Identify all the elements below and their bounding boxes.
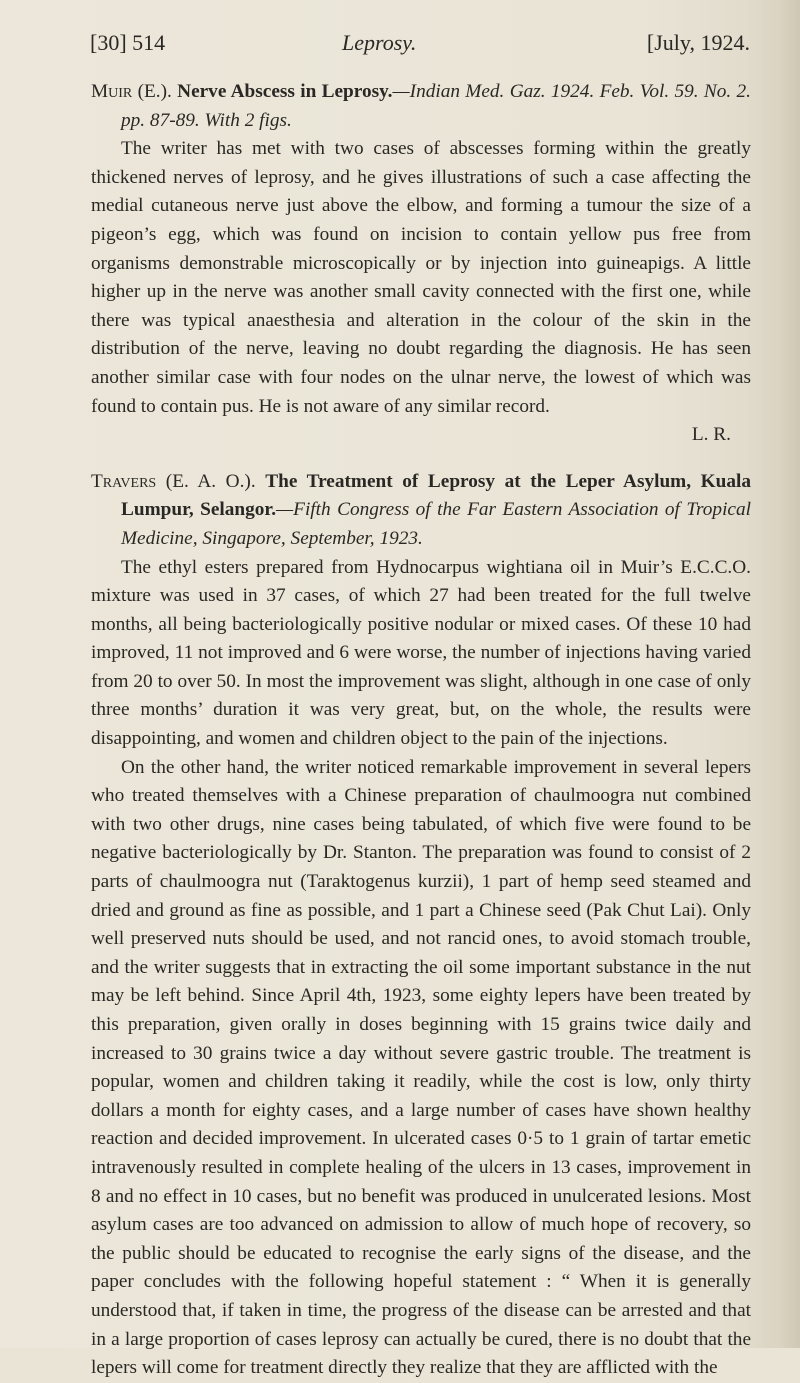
entry-spacer [91, 450, 751, 468]
reviewer-initials: L. R. [691, 424, 731, 446]
abstract-entry-muir [91, 78, 751, 450]
entry-title: The Treatment of Leprosy at the Leper Asylum, Kuala Lumpur, Selangor. [121, 470, 751, 521]
entry-title: Nerve Abscess in Leprosy. [177, 81, 393, 102]
entry-heading [91, 78, 751, 135]
abstract-entry-travers [91, 468, 751, 1383]
entry-paragraph: The ethyl esters prepared from Hydnocarpus wightiana oil in Muir’s E.C.C.O. mixture was used in 37 cases, of which 27 had been treated for the full twelve months, all being bacteriologically positive nodular or mixed cases. Of these 10 had improved, 11 not improved and 6 were worse, the number of injections having varied from 20 to over 50. In most the improvement was slight, although in one case of only three months’ duration it was very great, but, on the whole, the results were disappointing, and women and children object to the pain of the injections. [91, 556, 751, 750]
entry-citation: —Fifth Congress of the Far Eastern Association of Tropical Medicine, Singapore, September, 1923. [121, 499, 751, 549]
entry-author: Travers (E. A. O.). [91, 470, 256, 492]
article-body [91, 78, 751, 1383]
page-number: [30] 514 [90, 30, 166, 55]
entry-heading [91, 468, 751, 554]
page-edge-shadow [758, 0, 800, 1348]
issue-date: [July, 1924. [646, 30, 750, 55]
running-title: Leprosy. [342, 30, 417, 55]
entry-author: Muir (E.). [91, 81, 172, 102]
entry-paragraph: The writer has met with two cases of abscesses forming within the greatly thickened nerves of leprosy, and he gives illustrations of such a case affecting the medial cutaneous nerve just above the elbow, and forming a tumour the size of a pigeon’s egg, which was found on incision to contain yellow pus free from organisms demonstrable microscopically or by injection into guineapigs. A little higher up in the nerve was another small cavity connected with the first one, while there was typical anaesthesia and alteration in the colour of the skin in the distribution of the nerve, leaving no doubt regarding the diagnosis. He has seen another similar case with four nodes on the ulnar nerve, the lowest of which was found to contain pus. He is not aware of any similar record. [91, 138, 751, 417]
entry-paragraph: On the other hand, the writer noticed remarkable improvement in several lepers who treated themselves with a Chinese preparation of chaulmoogra nut combined with two other drugs, nine cases being tabulated, of which five were found to be negative bacteriologically by Dr. Stanton. The preparation was found to consist of 2 parts of chaulmoogra nut (Taraktogenus kurzii), 1 part of hemp seed steamed and dried and ground as fine as possible, and 1 part a Chinese seed (Pak Chut Lai). Only well preserved nuts should be used, and not rancid ones, to avoid stomach trouble, and the writer suggests that in extracting the oil some important substance in the nut may be left behind. Since April 4th, 1923, some eighty lepers have been treated by this preparation, given orally in doses beginning with 15 grains twice daily and increased to 30 grains twice a day without severe gastric trouble. The treatment is popular, women and children taking it readily, while the cost is low, only thirty dollars a month for eighty cases, and a large number of cases have shown healthy reaction and decided improvement. In ulcerated cases 0·5 to 1 grain of tartar emetic intravenously resulted in complete healing of the ulcers in 13 cases, improvement in 8 and no effect in 10 cases, but no benefit was produced in unulcerated lesions. Most asylum cases are too advanced on admission to allow of much hope of recovery, so the public should be educated to recognise the early signs of the disease, and the paper concludes with the following hopeful statement : “ When it is generally understood that, if taken in time, the progress of the disease can be arrested and that in a large proportion of cases leprosy can actually be cured, there is no doubt that the lepers will come for treatment directly they realize that they are afflicted with the [91, 756, 751, 1379]
running-head [90, 30, 750, 60]
entry-citation: —Indian Med. Gaz. 1924. Feb. Vol. 59. No. 2. pp. 87-89. With 2 figs. [121, 81, 751, 131]
